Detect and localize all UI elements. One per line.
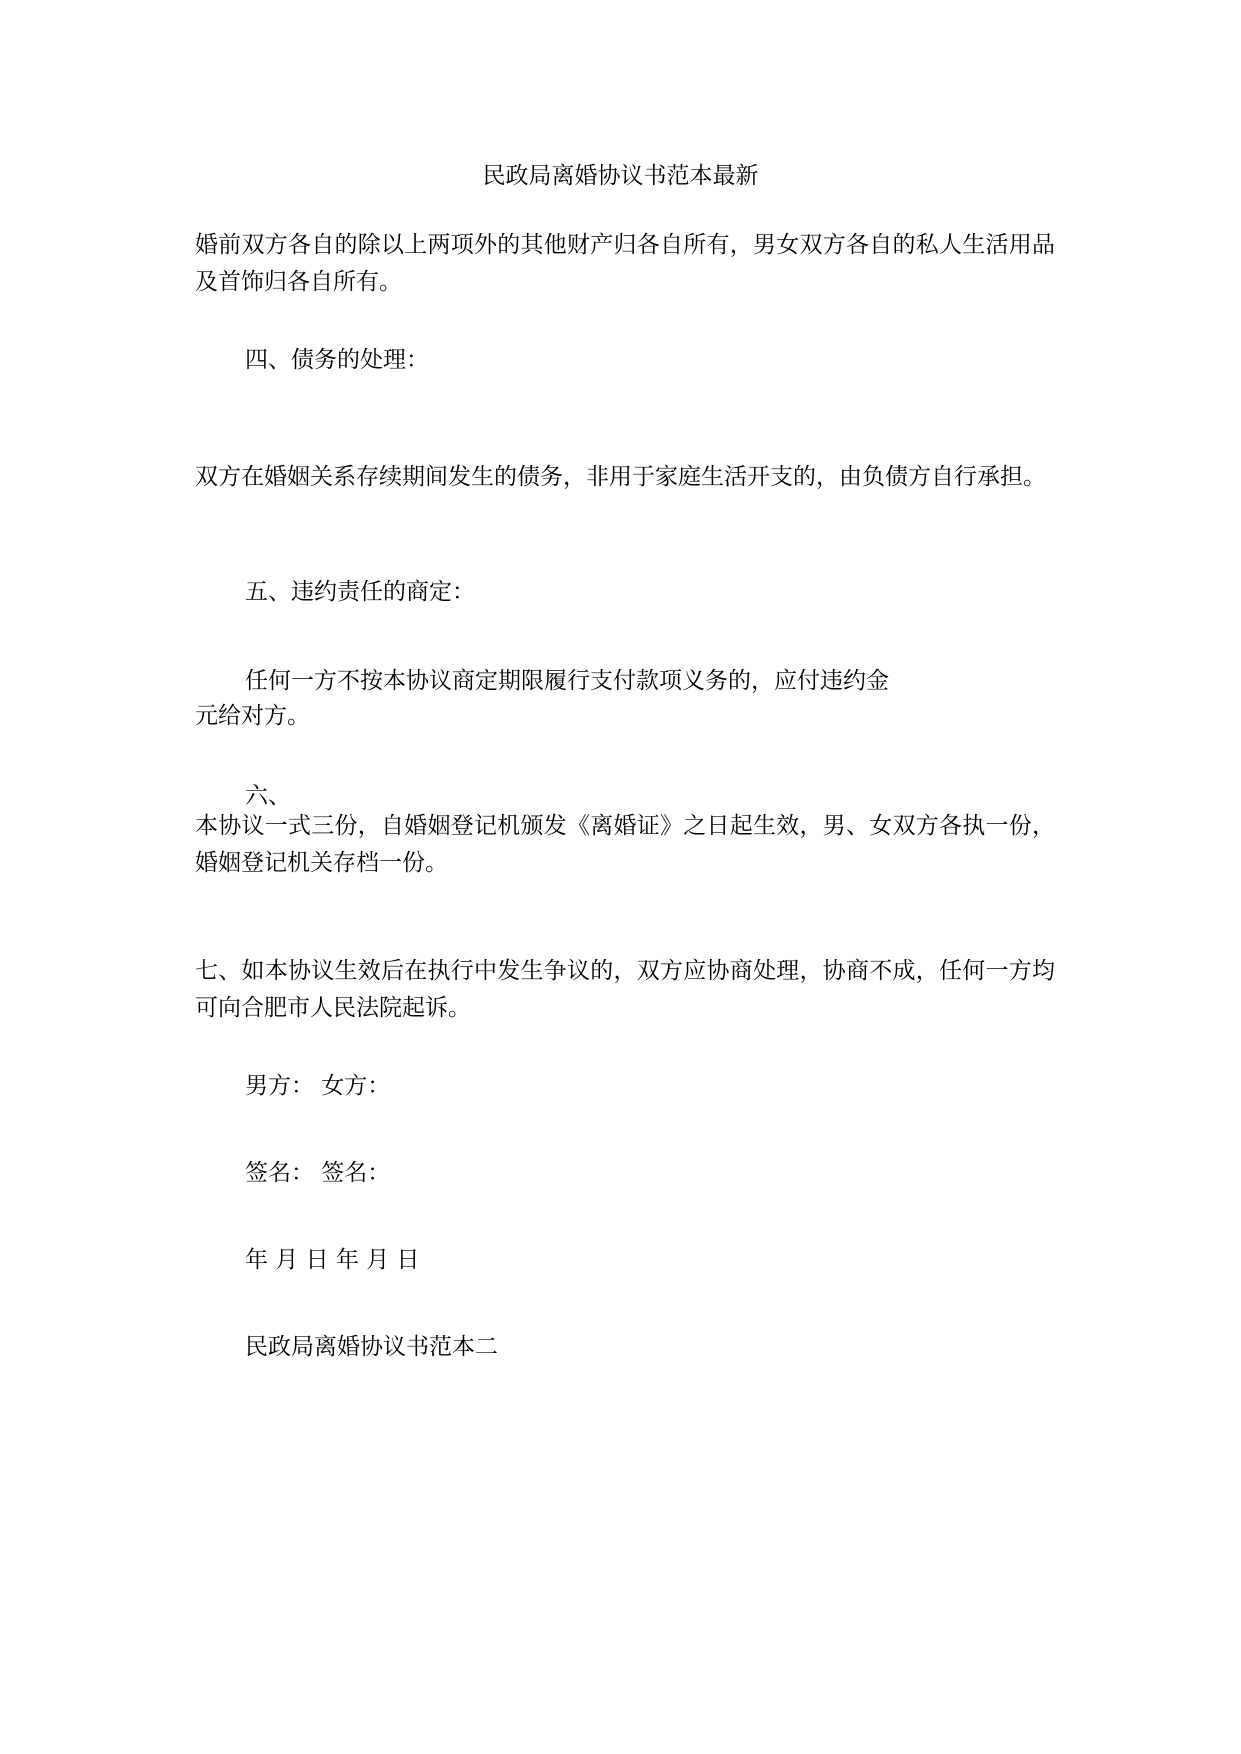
paragraph-penalty-line1: 任何一方不按本协议商定期限履行支付款项义务的，应付违约金 bbox=[245, 668, 889, 694]
heading-six: 六、 bbox=[245, 783, 291, 809]
heading-debt-handling: 四、债务的处理： bbox=[245, 347, 429, 373]
next-section-title: 民政局离婚协议书范本二 bbox=[245, 1334, 498, 1360]
paragraph-disputes: 七、如本协议生效后在执行中发生争议的，双方应协商处理，协商不成，任何一方均可向合肥市人民法院起诉。 bbox=[195, 958, 1055, 1021]
paragraph-penalty-line2: 元给对方。 bbox=[195, 703, 310, 729]
paragraph-copies: 本协议一式三份，自婚姻登记机颁发《离婚证》之日起生效，男、女双方各执一份，婚姻登记机关存档一份。 bbox=[195, 813, 1055, 876]
paragraph-debts: 双方在婚姻关系存续期间发生的债务，非用于家庭生活开支的，由负债方自行承担。 bbox=[195, 464, 1046, 490]
dates-line: 年 月 日 年 月 日 bbox=[245, 1247, 420, 1273]
parties-line: 男方： 女方： bbox=[245, 1073, 391, 1099]
heading-breach-liability: 五、违约责任的商定： bbox=[245, 579, 475, 605]
paragraph-premarital-property: 婚前双方各自的除以上两项外的其他财产归各自所有，男女双方各自的私人生活用品及首饰归各自所有。 bbox=[195, 232, 1055, 295]
signatures-line: 签名： 签名： bbox=[245, 1160, 391, 1186]
document-title: 民政局离婚协议书范本最新 bbox=[482, 163, 759, 189]
